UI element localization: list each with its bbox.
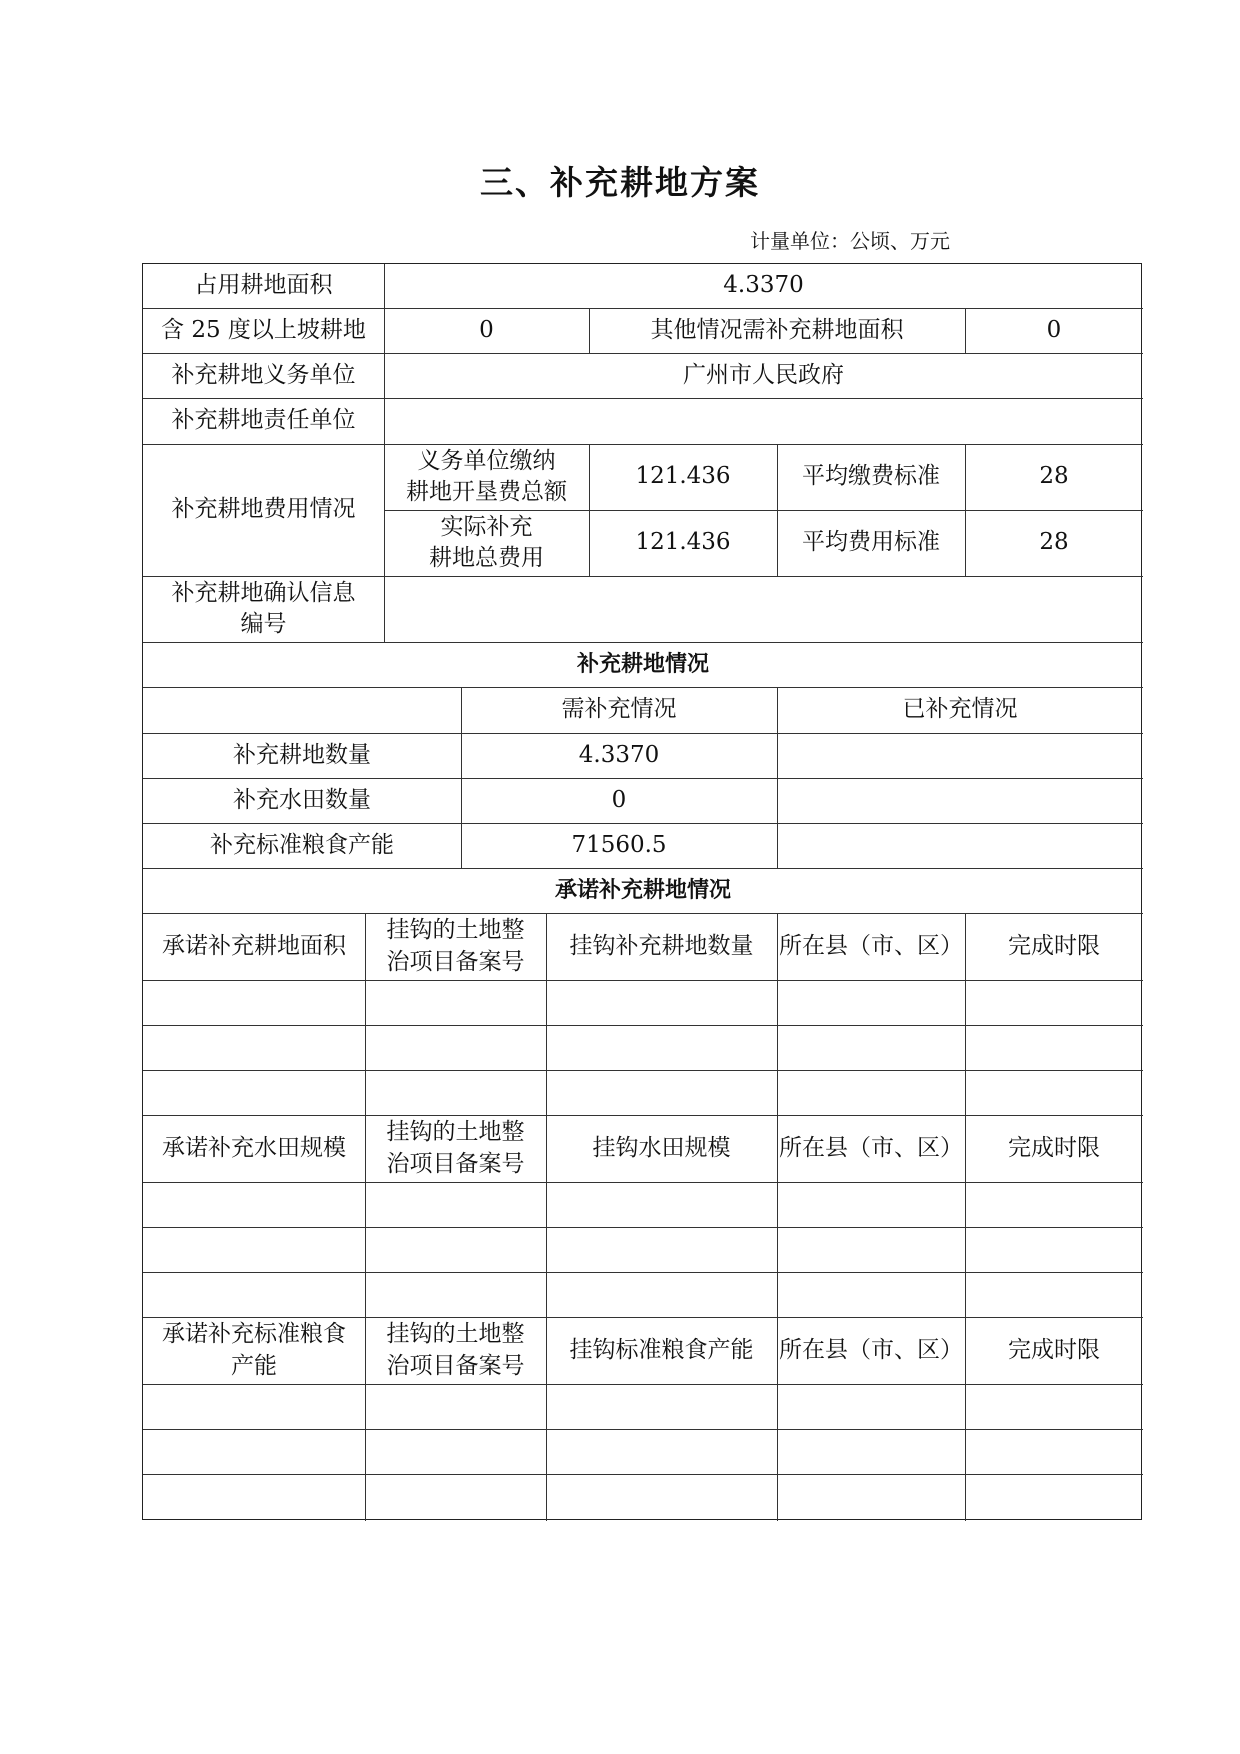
occupied-area-label: 占用耕地面积: [194, 272, 333, 299]
commitment-header-cell: 所在县（市、区）: [779, 1134, 963, 1161]
obligation-unit-label: 补充耕地义务单位: [171, 361, 356, 388]
other-area-label: 其他情况需补充耕地面积: [650, 316, 904, 343]
situation-row-label: 补充水田数量: [233, 786, 371, 813]
supplement-table: [142, 263, 1142, 1520]
obligation-unit-value: 广州市人民政府: [683, 361, 844, 388]
commitment-header-cell: 所在县（市、区）: [779, 932, 963, 959]
need-column-header: 需补充情况: [561, 696, 677, 723]
page-title: 三、补充耕地方案: [480, 163, 760, 202]
situation-row-done: [777, 778, 1143, 823]
commitment-header-cell: 承诺补充标准粮食 产能: [162, 1321, 346, 1379]
other-area-value: 0: [1046, 316, 1062, 343]
situation-row-label: 补充耕地数量: [233, 741, 371, 768]
slope-land-label: 含 25 度以上坡耕地: [161, 316, 366, 343]
unit-note: 计量单位：公顷、万元: [750, 229, 950, 253]
commitment-header-cell: 承诺补充耕地面积: [162, 932, 346, 959]
situation-row-need: 0: [611, 786, 627, 813]
slope-land-value: 0: [479, 316, 494, 343]
situation-row-need: 71560.5: [571, 831, 667, 858]
commitment-header-cell: 挂钩补充耕地数量: [569, 932, 754, 959]
confirm-number-label: 补充耕地确认信息 编号: [171, 579, 356, 637]
situation-row-done: [777, 733, 1143, 778]
actual-cost-label: 实际补充 耕地总费用: [429, 513, 544, 571]
situation-row-done: [777, 823, 1143, 868]
commitment-header-cell: 承诺补充水田规模: [162, 1134, 346, 1161]
avg-fee-label: 平均缴费标准: [802, 463, 940, 490]
avg-cost-value: 28: [1039, 529, 1069, 556]
commitment-header-cell: 挂钩的土地整 治项目备案号: [386, 917, 525, 975]
commitment-header-cell: 完成时限: [1008, 1336, 1100, 1363]
commitment-header-cell: 所在县（市、区）: [779, 1336, 963, 1363]
commitment-heading: 承诺补充耕地情况: [554, 877, 731, 903]
commitment-header-cell: 完成时限: [1008, 1134, 1100, 1161]
actual-cost-value: 121.436: [635, 529, 731, 556]
occupied-area-value: 4.3370: [723, 272, 804, 299]
commitment-header-cell: 挂钩水田规模: [592, 1134, 731, 1161]
done-column-header: 已补充情况: [902, 696, 1018, 723]
fee-paid-value: 121.436: [635, 463, 731, 490]
commitment-header-cell: 完成时限: [1008, 932, 1100, 959]
situation-row-label: 补充标准粮食产能: [210, 831, 394, 858]
commitment-header-cell: 挂钩标准粮食产能: [569, 1336, 754, 1363]
responsible-unit-label: 补充耕地责任单位: [171, 407, 356, 434]
fee-paid-label: 义务单位缴纳 耕地开垦费总额: [406, 447, 567, 505]
avg-cost-label: 平均费用标准: [802, 529, 940, 556]
avg-fee-value: 28: [1039, 463, 1069, 490]
situation-heading: 补充耕地情况: [576, 651, 709, 677]
commitment-header-cell: 挂钩的土地整 治项目备案号: [386, 1119, 525, 1177]
responsible-unit-value: [384, 398, 1143, 444]
commitment-header-cell: 挂钩的土地整 治项目备案号: [386, 1321, 525, 1379]
situation-row-need: 4.3370: [578, 741, 660, 768]
cost-label: 补充耕地费用情况: [171, 496, 356, 523]
confirm-number-value: [384, 576, 1143, 642]
